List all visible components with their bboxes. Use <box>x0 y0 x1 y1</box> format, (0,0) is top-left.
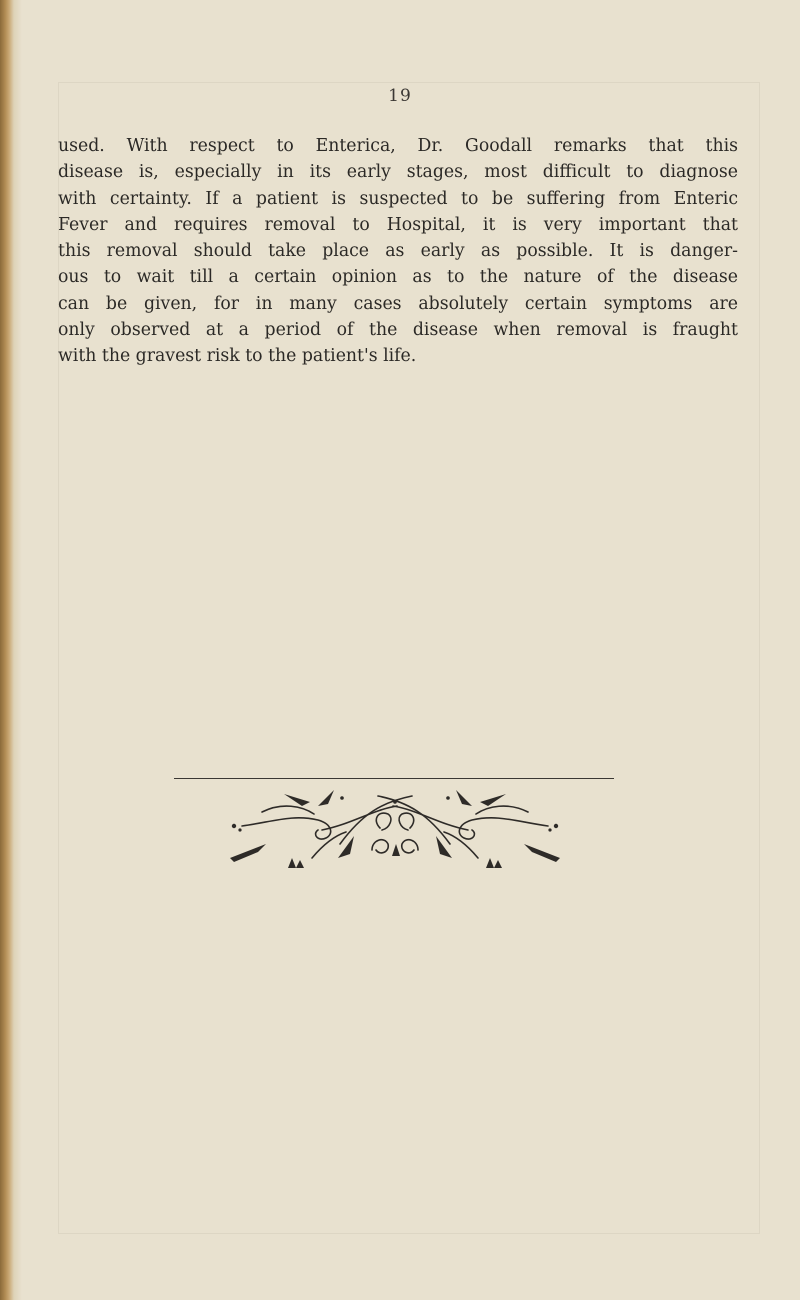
text-line: ous to wait till a certain opinion as to the nature of the disease <box>58 267 738 288</box>
text-line: disease is, especially in its early stages, most difficult to diagnose <box>58 162 738 183</box>
page-number: 19 <box>388 86 412 106</box>
page-binding-edge <box>0 0 22 1300</box>
floral-tailpiece-icon <box>222 784 568 874</box>
text-line: this removal should take place as early as possible. It is danger- <box>58 241 738 262</box>
text-line: with certainty. If a patient is suspected to be suffering from Enteric <box>58 188 738 209</box>
text-line: only observed at a period of the disease when removal is fraught <box>58 320 738 341</box>
text-line: with the gravest risk to the patient's life. <box>58 346 417 367</box>
body-paragraph <box>58 133 738 370</box>
text-line: used. With respect to Enterica, Dr. Goodall remarks that this <box>58 136 738 156</box>
text-line: can be given, for in many cases absolutely certain symptoms are <box>58 293 738 314</box>
text-line: Fever and requires removal to Hospital, it is very important that <box>58 214 738 235</box>
horizontal-rule <box>174 778 614 779</box>
